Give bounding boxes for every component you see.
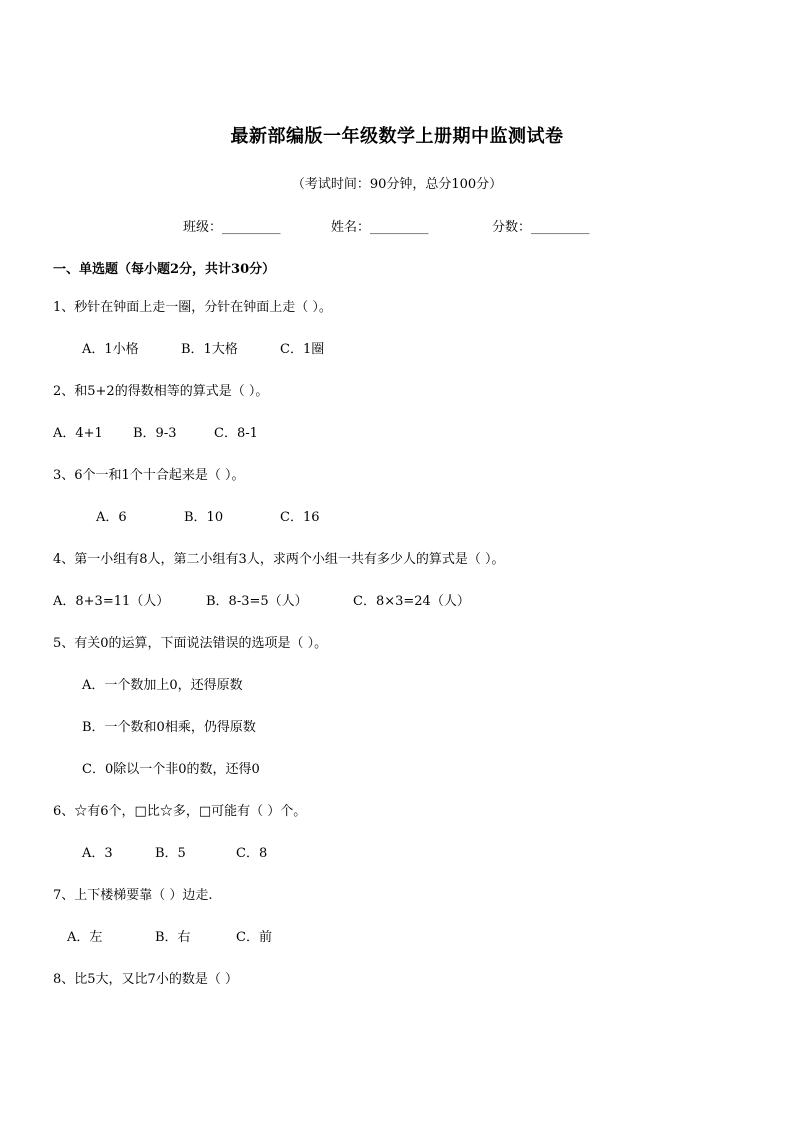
question-1-option-a: A．1小格 xyxy=(82,342,139,357)
question-3-option-c: C．16 xyxy=(280,510,320,525)
question-3-option-b: B．10 xyxy=(184,510,224,525)
section-heading: 一、单选题（每小题2分，共计30分） xyxy=(53,262,276,277)
exam-title: 最新部编版一年级数学上册期中监测试卷 xyxy=(230,126,564,147)
question-7-option-a: A．左 xyxy=(67,930,103,945)
question-3: 3、6个一和1个十合起来是（ ）。 xyxy=(53,468,245,483)
question-7-option-c: C．前 xyxy=(236,930,272,945)
question-8: 8、比5大，又比7小的数是（ ） xyxy=(53,972,238,987)
question-4-option-b: B．8-3=5（人） xyxy=(206,594,308,609)
question-4-option-c: C．8×3=24（人） xyxy=(353,594,470,609)
question-6: 6、☆有6个，□比☆多，□可能有（ ）个。 xyxy=(53,804,307,819)
question-5-option-a: A．一个数加上0，还得原数 xyxy=(82,678,243,693)
question-5-option-c: C．0除以一个非0的数，还得0 xyxy=(82,762,260,777)
exam-subtitle: （考试时间：90分钟，总分100分） xyxy=(291,177,503,192)
question-1-option-c: C．1圈 xyxy=(280,342,325,357)
question-5: 5、有关0的运算，下面说法错误的选项是（ ）。 xyxy=(53,636,328,651)
question-2-option-c: C．8-1 xyxy=(214,426,258,441)
question-6-option-a: A．3 xyxy=(82,846,113,861)
question-7-option-b: B．右 xyxy=(155,930,191,945)
name-field-label: 姓名：_________ xyxy=(331,220,429,235)
question-4-option-a: A．8+3=11（人） xyxy=(53,594,170,609)
question-3-option-a: A．6 xyxy=(96,510,127,525)
question-1: 1、秒针在钟面上走一圈，分针在钟面上走（ ）。 xyxy=(53,300,332,315)
question-1-option-b: B．1大格 xyxy=(181,342,238,357)
question-2-option-b: B．9-3 xyxy=(133,426,177,441)
question-2: 2、和5+2的得数相等的算式是（ ）。 xyxy=(53,384,269,399)
question-5-option-b: B．一个数和0相乘，仍得原数 xyxy=(82,720,256,735)
question-7: 7、上下楼梯要靠（ ）边走. xyxy=(53,888,213,903)
score-field-label: 分数：_________ xyxy=(492,220,590,235)
question-6-option-b: B．5 xyxy=(155,846,186,861)
question-2-option-a: A．4+1 xyxy=(53,426,103,441)
class-field-label: 班级：_________ xyxy=(183,220,281,235)
question-4: 4、第一小组有8人，第二小组有3人，求两个小组一共有多少人的算式是（ ）。 xyxy=(53,552,505,567)
question-6-option-c: C．8 xyxy=(236,846,268,861)
